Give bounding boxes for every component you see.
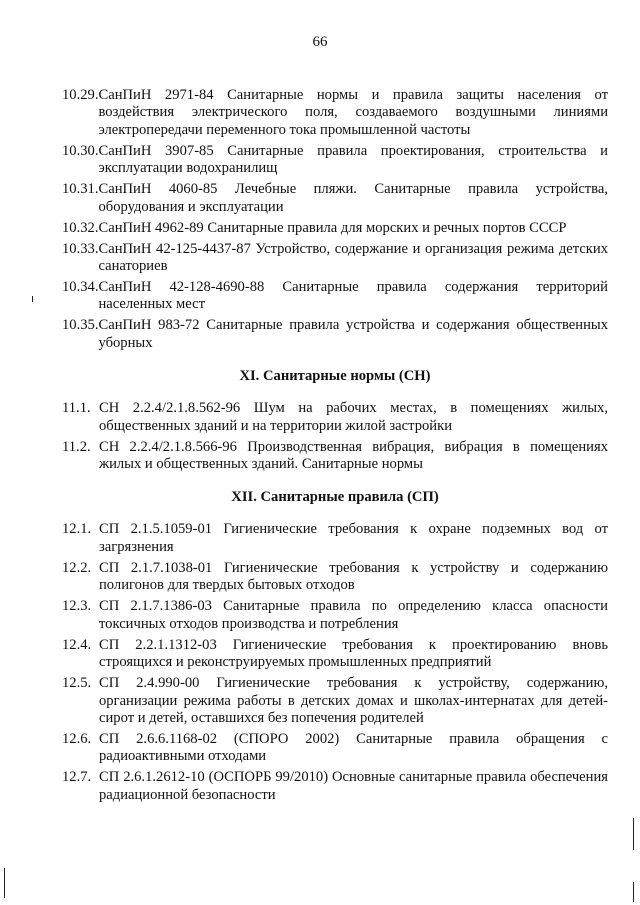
item-text: СанПиН 2971-84 Санитарные нормы и правила защиты населения от воздействия электрического поля, создаваемого воздушными линиями электропередачи переменного тока промышленной частоты [98, 87, 608, 138]
item-text: СП 2.2.1.1312-03 Гигиенические требования к проектированию вновь строящихся и реконструируемых промышленных предприятий [99, 636, 608, 671]
item-text: СанПиН 3907-85 Санитарные правила проектирования, строительства и эксплуатации водохранилищ [98, 142, 608, 177]
list-item [62, 560, 608, 595]
page-number: 66 [312, 34, 328, 50]
item-number: 10.34. [62, 279, 99, 296]
document-body [62, 87, 608, 808]
list-item [62, 241, 608, 276]
list-item [62, 220, 608, 237]
item-number: 10.32. [62, 219, 99, 236]
item-text: СП 2.6.6.1168-02 (СПОРО 2002) Санитарные правила обращения с радиоактивными отходами [99, 730, 608, 765]
item-text: СанПиН 42-128-4690-88 Санитарные правила содержания территорий населенных мест [98, 279, 608, 313]
item-text: СП 2.1.7.1386-03 Санитарные правила по определению класса опасности токсичных отходов производства и потребления [99, 598, 608, 632]
list-item [62, 675, 608, 727]
item-text: СП 2.4.990-00 Гигиенические требования к устройству, содержанию, организации режима работы в детских домах и школах-интернатах для детей-сирот и детей, оставшихся без попечения родителей [99, 675, 608, 726]
scan-mark [633, 818, 634, 850]
item-number: 10.31. [62, 181, 99, 198]
list-item [62, 731, 608, 766]
list-item [62, 87, 608, 139]
list-item [62, 143, 608, 178]
scan-mark [32, 296, 33, 302]
item-text: СанПиН 983-72 Санитарные правила устройства и содержания общественных уборных [98, 317, 608, 351]
item-text: СП 2.1.7.1038-01 Гигиенические требования к устройству и содержанию полигонов для твердых бытовых отходов [99, 559, 608, 594]
item-number: 12.1. [62, 521, 92, 538]
item-text: СанПиН 4060-85 Лечебные пляжи. Санитарные правила устройства, оборудования и эксплуатации [98, 181, 608, 215]
item-number: 10.29. [62, 87, 99, 103]
list-item [62, 317, 608, 352]
section-heading: XI. Санитарные нормы (СН) [239, 368, 431, 385]
item-number: 12.2. [62, 559, 92, 576]
scan-mark [633, 882, 634, 902]
item-number: 12.3. [62, 598, 92, 615]
item-text: СН 2.2.4/2.1.8.566-96 Производственная вибрация, вибрация в помещениях жилых и общественных зданий. Санитарные нормы [99, 438, 608, 473]
list-item [62, 439, 608, 474]
item-number: 12.4. [62, 636, 92, 653]
item-text: СанПиН 42-125-4437-87 Устройство, содержание и организация режима детских санаториев [98, 240, 608, 275]
list-item [62, 279, 608, 314]
list-item [62, 521, 608, 556]
list-item [62, 181, 608, 216]
list-item [62, 400, 608, 435]
list-item [62, 769, 608, 804]
item-number: 11.1. [62, 400, 91, 417]
item-number: 12.6. [62, 730, 92, 747]
list-item [62, 637, 608, 672]
item-number: 10.35. [62, 317, 99, 334]
item-text: СП 2.6.1.2612-10 (ОСПОРБ 99/2010) Основные санитарные правила обеспечения радиационной безопасности [99, 769, 608, 803]
item-number: 12.7. [62, 769, 92, 786]
item-number: 10.30. [62, 142, 99, 159]
item-text: СанПиН 4962-89 Санитарные правила для морских и речных портов СССР [98, 219, 567, 236]
section-heading: XII. Санитарные правила (СП) [231, 489, 439, 506]
item-text: СП 2.1.5.1059-01 Гигиенические требования к охране подземных вод от загрязнения [99, 521, 608, 555]
item-text: СН 2.2.4/2.1.8.562-96 Шум на рабочих местах, в помещениях жилых, общественных зданий и на территории жилой застройки [99, 400, 608, 434]
scan-mark [4, 868, 5, 898]
item-number: 10.33. [62, 240, 99, 257]
list-item [62, 598, 608, 633]
item-number: 12.5. [62, 675, 92, 692]
item-number: 11.2. [62, 438, 91, 455]
